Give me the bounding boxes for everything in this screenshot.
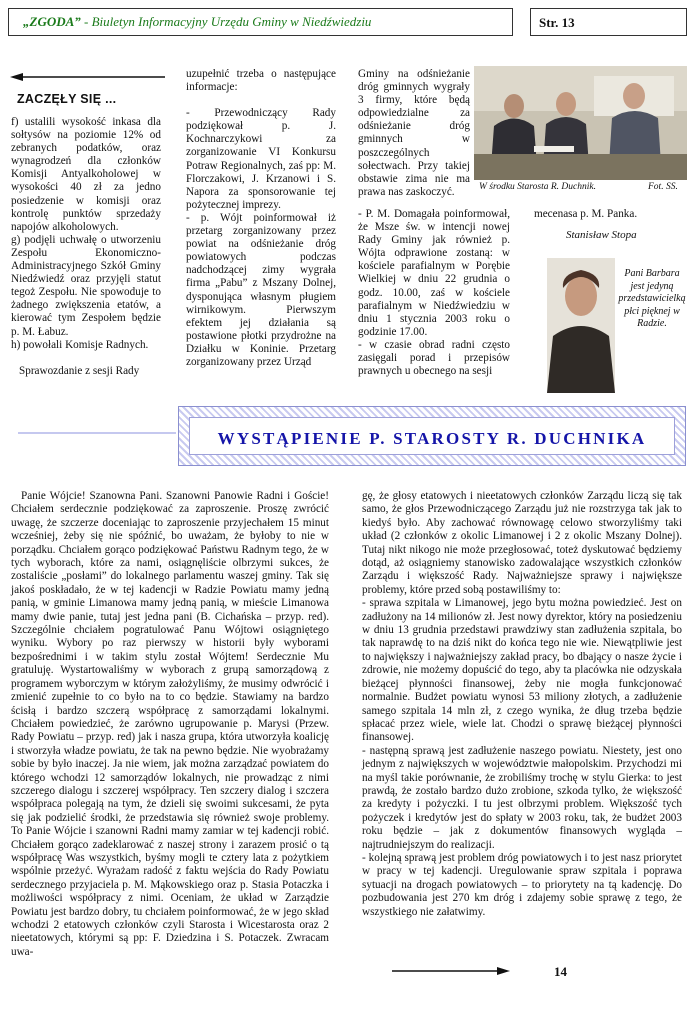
header-title-box xyxy=(8,8,513,36)
column-3a xyxy=(358,68,470,199)
paragraph: f) ustalili wysokość inkasa dla sołtysów na poziomie 12% od zebranych podatków, oraz wynagrodzeń dla członków Komisji Antyalkoholowej w wysokości 40 zł za jedno posiedzenie w komisji oraz kontrolę punktów sprzedaży napojów alkoholowych. xyxy=(11,116,161,233)
meeting-photo-image xyxy=(474,66,687,180)
portrait-photo-image xyxy=(547,258,615,393)
paragraph: g) podjęli uchwałę o utworzeniu Zespołu Ekonomiczno-Administracyjnego Szkół Gminy Niedźwiedź oraz przyjęli statut tegoż Zespołu. Nie spowoduje to żadnego zwiększenia etatów, a kierować tym Zespołem będzie p. M. Łabuz. xyxy=(11,233,161,338)
paragraph: Sprawozdanie z sesji Rady xyxy=(19,364,140,377)
bulletin-title xyxy=(23,14,371,30)
paragraph: - p. Wójt poinformował iż przetarg zorganizowany przez powiat na odśnieżanie dróg powiatowych podczas nadchodzącej zimy wygrała firma „Pabu” z Mszany Dolnej, dysponująca własnym pługiem wirnikowym. Pierwszym efektem jej działania są postawione płotki przydrożne na Działku w Koninie. Przetarg zorganizowany przez Urząd xyxy=(186,211,336,368)
author-signature: Stanisław Stopa xyxy=(566,229,637,241)
portrait-caption: Pani Barbara jest jedyną przedstawicielką płci pięknej w Radzie. xyxy=(618,268,686,329)
paragraph: - P. M. Domagała poinformował, że Msze św. w intencji nowej Rady Gminy jak również p. Wójta odprawione zostaną: w kościele parafialnym w Porębie Wielkiej w dniu 22 grudnia o godz. 10.00, zaś w kościele parafialnym w Niedźwiedziu w dniu 1 stycznia 2003 roku o godzinie 17.00. xyxy=(358,208,510,338)
paragraph: - w czasie obrad radni często zasięgali porad i przepisów prawnych u obecnego na sesji xyxy=(358,338,510,378)
column-1 xyxy=(11,116,161,378)
photo-credit: Fot. SS. xyxy=(648,182,678,192)
paragraph: - Przewodniczący Rady podziękował p. J. Kochnarczykowi za zorganizowanie VI Konkursu Potraw Regionalnych, zaś pp: M. Florczakowi, J. Krzanowi i S. Napora za sponsorowanie tej pożytecznej imprezy. xyxy=(186,107,336,211)
decorative-border xyxy=(16,406,176,462)
paragraph: mecenasa p. M. Panka. xyxy=(534,208,638,220)
paragraph: uzupełnić trzeba o następujące informacje: xyxy=(186,68,336,94)
photo-caption: W środku Starosta R. Duchnik. xyxy=(479,182,596,192)
section-headline: ZACZĘŁY SIĘ ... xyxy=(17,92,117,106)
article-banner-inner xyxy=(189,417,675,455)
article-title: WYSTĄPIENIE P. STAROSTY R. DUCHNIKA xyxy=(217,429,647,448)
page-label: Str. 13 xyxy=(539,15,575,30)
header-page-box xyxy=(530,8,687,36)
paragraph: gę, że głosy etatowych i nieetatowych członków Zarządu liczą się tak samo, że głos Przewodniczącego Zarządu już nie rozstrzyga tak jak to kiedyś było. Aby zachować równowagę celowo stworzyliśmy taki układ (2 członków z okolic Limanowej i 2 z okolic Mszany Dolnej). Tutaj nikt nikogo nie może przegłosować, toteż dyskutować będziemy dotąd, aż osiągniemy stanowisko zadowalające wszystkich członków Zarządu i większość Rady. Najważniejsze sprawy i największe problemy, które przed sobą postawiliśmy to: xyxy=(362,490,682,596)
paragraph: Gminy na odśnieżanie dróg gminnych wygrały 3 firmy, które będą odpowiedzialne za odśnieżanie dróg gminnych w poszczególnych sołectwach. Przy takiej obstawie zima nie ma prawa nas zaskoczyć. xyxy=(358,68,470,198)
column-3b xyxy=(358,208,510,378)
paragraph: - sprawa szpitala w Limanowej, jego bytu można powiedzieć. Jest on zadłużony na 14 milionów zł. Jest nowy dyrektor, który na posiedzeniu w dniu 13 grudnia przedstawi prawdziwy stan zadłużenia szpitala, bo tak naprawdę to na dziś nikt do końca tego nie wie. Niewątpliwie jest to największy i najważniejszy zakład pracy, bo dbający o nasze życie i zdrowie, nie możemy dopuścić do tego, aby ta placówka nie odzyskała bieżącej płynności finansowej, żeby nie mogła funkcjonować normalnie. Budżet powiatu wynosi 53 miliony złotych, a zadłużenie samego szpitala 14 mln zł, z czego wynika, że dług trzeba będzie spłacać przez wiele, wiele lat. Chodzi o sprawę bieżącej płynności finansowej. xyxy=(362,597,682,744)
portrait-photo xyxy=(547,258,615,393)
article-banner xyxy=(178,406,686,466)
paragraph: - kolejną sprawą jest problem dróg powiatowych i to jest nasz priorytet w pracy w tej kadencji. Uregulowanie spraw szpitala i poprawa sytuacji na drogach powiatowych – to priorytety na tą kadencję. Do pozbudowania jest 270 km dróg i zdajemy sobie sprawę z tego, że wszystkiego nie załatwimy. xyxy=(362,851,682,918)
paragraph: - następną sprawą jest zadłużenie naszego powiatu. Niestety, jest ono jednym z największych w województwie małopolskim. Przychodzi mi na myśl takie porównanie, że zrobiliśmy trochę w stylu Gierka: to jest prawdą, że zostało bardzo dużo zrobione, szkoda tylko, że większość za kredyty i pożyczki. I tu jest olbrzymi problem. Większość tych pożyczek i kredytów jest do spłaty w 2003 roku, tak, że budżet 2003 roku będzie – jak z dokumentów finansowych wygląda – najtrudniejszym do realizacji. xyxy=(362,744,682,851)
bulletin-subtitle: - Biuletyn Informacyjny Urzędu Gminy w Niedźwiedziu xyxy=(80,14,372,29)
article-right-column xyxy=(362,490,682,919)
arrow-right-icon xyxy=(392,966,510,976)
article-left-column xyxy=(11,490,329,959)
paragraph: Panie Wójcie! Szanowna Pani. Szanowni Panowie Radni i Goście! Chciałem serdecznie podziękować za zaproszenie. Proszę zwrócić uwagę, że szczerze doceniając to zaproszenie przyjechałem 15 minut wcześniej, żeby się nie spóźnić, bo uważam, że byłoby to nie w porządku. Chciałem gorąco podziękować Państwu Radnym tego, że w tych wyborach, które za nami, osiągnęliście olbrzymi sukces, że zostaliście „posłami” do lokalnego parlamentu waszej gminy. Tak się jakoś poskładało, że w tej kadencji w Radzie Powiatu mamy jedną panią, w gminie Limanowa mamy jedną panią, w mieście Limanowa mamy dwie panie, tutaj jest jedna pani (B. Cichańska – przyp. red). Szczególnie chciałem pogratulować Panu Wójtowi osiągniętego wyniku. Wybory po raz pierwszy w historii były wyborami bezpośrednimi i w takim stylu został Wójtem! Serdecznie Mu gratuluję. Wystartowaliśmy w wyborach z grupą samorządową z programem wyborczym w którym założyliśmy, że musimy odwrócić i zmienić zupełnie to co było na to co będzie. Stawiamy na bardzo ścisłą i bardzo szczerą współpracę z samorządami lokalnymi. Chciałem powiedzieć, że zarówno ugrupowanie p. Marysi (Przew. Rady Powiatu – przyp. red) jak i nasza grupa, która utworzyła koalicję i stworzyła władze powiatu, że tak na pewno będzie. Nie wyobrażamy sobie by było inaczej. Ja nie wiem, jak można zarządzać powiatem do którego wchodzi 12 samorządów lokalnych, nie prowadząc z nimi szczerego dialogu i szczerej współpracy. Ten szczery dialog i szczera współpraca polegają na tym, że dzieli się swoimi sukcesami, że pyta się jak podzielić środki, że przedstawia się również swoje problemy. To Panie Wójcie i szanowni Radni mamy zamiar w tej kadencji robić. Chciałem gorąco zadeklarować z naszej strony i zarazem prosić o tą współpracę Was wszystkich, byśmy mogli te cztery lata z pożytkiem wspólnie przeżyć. Wyrażam radość z faktu wejścia do Rady Powiatu serdecznego przyjaciela p. M. Mąkowskiego oraz p. Stasia Potaczka i możliwości współpracy z nimi. Oceniam, że układ w Zarządzie Powiatu jest bardzo dobry, tu chciałem poinformować, że w jego skład wchodzi 2 etatowych członków czyli Starosta i Wicestarosta oraz 2 nieetatowych, którymi są pp: F. Dziedzina i S. Potaczek. Zwracam uwa- xyxy=(11,490,329,958)
continued-on-page: 14 xyxy=(554,964,567,979)
paragraph: h) powołali Komisje Radnych. xyxy=(11,338,149,351)
column-2 xyxy=(186,68,336,369)
bulletin-name: „ZGODA” xyxy=(23,14,81,29)
arrow-left-icon xyxy=(10,72,165,82)
column-4-cont xyxy=(534,208,686,221)
meeting-photo xyxy=(474,66,687,180)
